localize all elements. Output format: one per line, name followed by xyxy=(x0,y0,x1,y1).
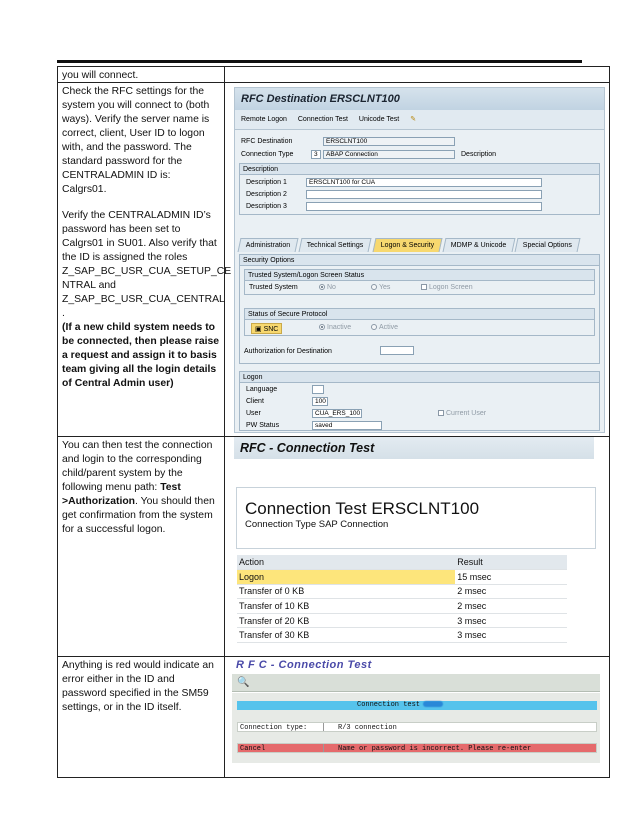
paragraph xyxy=(62,85,220,197)
toolbar xyxy=(235,110,604,130)
group-header: Security Options xyxy=(240,255,599,266)
logon-screen-checkbox[interactable] xyxy=(421,284,473,291)
client-field[interactable]: 100 xyxy=(312,397,328,406)
magnifier-icon[interactable]: 🔍 xyxy=(237,677,250,688)
column-divider xyxy=(323,723,324,731)
pencil-icon[interactable]: ✎ xyxy=(410,116,417,123)
connection-type-code[interactable]: 3 xyxy=(311,150,321,159)
inactive-label: Inactive xyxy=(327,324,352,331)
table-row[interactable] xyxy=(237,613,567,628)
trusted-no-radio[interactable] xyxy=(319,284,336,291)
action-cell: Transfer of 30 KB xyxy=(237,628,455,643)
tab-logon-security[interactable] xyxy=(372,238,442,252)
user-label: User xyxy=(246,410,261,417)
security-options-group xyxy=(239,254,600,364)
action-cell: Transfer of 20 KB xyxy=(237,613,455,628)
description3-field[interactable] xyxy=(306,202,542,211)
snc-inactive-radio[interactable] xyxy=(319,324,351,331)
auth-destination-label: Authorization for Destination xyxy=(244,348,332,355)
connection-type-label: Connection Type xyxy=(241,151,294,158)
connection-test-box xyxy=(236,487,596,549)
connection-test-title: Connection Test ERSCLNT100 xyxy=(245,499,480,518)
current-user-label: Current User xyxy=(446,410,487,417)
trusted-yes-radio[interactable] xyxy=(371,284,390,291)
radio-icon xyxy=(319,324,325,330)
table-row xyxy=(58,82,609,436)
connection-test-header: RFC - Connection Test xyxy=(234,437,594,459)
auth-destination-field[interactable] xyxy=(380,346,414,355)
row-image-cell xyxy=(226,83,609,436)
tab-label: Special Options xyxy=(523,242,573,249)
table-row[interactable] xyxy=(237,599,567,614)
error-result-area xyxy=(232,693,600,763)
tab-label: MDMP & Unicode xyxy=(450,242,507,249)
col-action: Action xyxy=(237,555,455,570)
result-cell: 3 msec xyxy=(455,613,567,628)
result-cell: 3 msec xyxy=(455,628,567,643)
row-text xyxy=(58,437,225,656)
group-header: Status of Secure Protocol xyxy=(245,309,594,320)
error-toolbar xyxy=(232,674,600,692)
test-instructions: You can then test the connection and login to the corresponding child/parent system by the following menu path: xyxy=(62,440,213,493)
screen-title: RFC Destination ERSCLNT100 xyxy=(235,88,604,110)
action-cell: Logon xyxy=(237,570,455,585)
rfc-instructions: Check the RFC settings for the system you will connect to (both ways). Verify the server name is correct, client, User ID to logon with, and the password. The standard password for the CENTRALADMIN ID is: xyxy=(62,86,210,181)
tab-mdmp-unicode[interactable] xyxy=(442,238,514,252)
row-text xyxy=(58,657,225,778)
top-rule xyxy=(57,60,582,63)
error-message: Name or password is incorrect. Please re-enter xyxy=(338,745,532,753)
table-row[interactable] xyxy=(237,628,567,643)
test-instructions-end: . You should then get confirmation from the system for a successful logon. xyxy=(62,496,215,535)
new-child-note: (If a new child system needs to be connected, then please raise a request and assign it to basis team giving all the login details of Central Admin user) xyxy=(62,322,220,389)
col-result: Result xyxy=(455,555,567,570)
trusted-system-group xyxy=(244,269,595,295)
description-group xyxy=(239,163,600,215)
row1-text: you will connect. xyxy=(62,70,139,81)
sap-rfc-destination-screen xyxy=(234,87,605,433)
redacted-mark xyxy=(423,701,443,707)
table-header xyxy=(237,555,567,570)
connection-type-row xyxy=(237,722,597,732)
banner-label: Connection test xyxy=(357,701,421,709)
table-row xyxy=(58,66,609,82)
active-label: Active xyxy=(379,324,399,331)
error-screen-header: R F C - Connection Test xyxy=(236,659,372,671)
row-image-cell xyxy=(226,67,609,82)
row-text xyxy=(58,83,232,436)
password-text: Calgrs01. xyxy=(62,184,107,195)
row-text xyxy=(58,67,225,82)
paragraph xyxy=(62,209,232,391)
radio-icon xyxy=(319,284,325,290)
description3-label: Description 3 xyxy=(246,203,287,210)
logon-screen-label: Logon Screen xyxy=(429,284,473,291)
error-explanation: Anything is red would indicate an error either in the ID and password specified in the SM59 settings, or in the ID itself. xyxy=(62,660,214,713)
snc-active-radio[interactable] xyxy=(371,324,398,331)
connection-type-subtitle: Connection Type SAP Connection xyxy=(245,519,389,530)
client-label: Client xyxy=(246,398,264,405)
result-cell: 2 msec xyxy=(455,584,567,599)
error-row xyxy=(237,743,597,753)
rfc-destination-field[interactable]: ERSCLNT100 xyxy=(323,137,455,146)
cancel-text: Cancel xyxy=(240,745,266,753)
table-row xyxy=(58,436,609,656)
group-header: Trusted System/Logon Screen Status xyxy=(245,270,594,281)
table-row xyxy=(58,656,609,778)
checkbox-icon xyxy=(421,284,427,290)
snc-icon: ▣ xyxy=(255,326,264,333)
unicode-test-button[interactable]: Unicode Test xyxy=(358,116,400,123)
action-cell: Transfer of 0 KB xyxy=(237,584,455,599)
user-field[interactable]: CUA_ERS_100 xyxy=(312,409,362,418)
tab-administration[interactable] xyxy=(238,238,299,252)
tab-special-options[interactable] xyxy=(515,238,581,252)
group-header: Logon xyxy=(240,372,599,383)
tab-strip xyxy=(239,238,580,254)
table-row[interactable] xyxy=(237,584,567,599)
result-cell: 2 msec xyxy=(455,599,567,614)
secure-protocol-group xyxy=(244,308,595,336)
pw-status-field: saved xyxy=(312,421,382,430)
checkbox-icon xyxy=(438,410,444,416)
tab-technical-settings[interactable] xyxy=(299,238,372,252)
conn-type-label: Connection type: xyxy=(240,724,308,732)
language-label: Language xyxy=(246,386,278,393)
description2-label: Description 2 xyxy=(246,191,287,198)
trusted-system-label: Trusted System xyxy=(249,284,298,291)
language-field[interactable] xyxy=(312,385,324,394)
radio-icon xyxy=(371,284,377,290)
no-label: No xyxy=(327,284,336,291)
description-label: Description xyxy=(461,151,497,158)
tab-label: Technical Settings xyxy=(307,242,364,249)
connection-test-table xyxy=(237,555,567,643)
tab-label: Administration xyxy=(245,242,291,249)
result-cell: 15 msec xyxy=(455,570,567,585)
remote-logon-button[interactable]: Remote Logon xyxy=(241,116,287,123)
action-cell: Transfer of 10 KB xyxy=(237,599,455,614)
conn-type-value: R/3 connection xyxy=(338,724,397,732)
connection-test-banner xyxy=(237,701,597,710)
table-row[interactable] xyxy=(237,570,567,585)
instruction-table xyxy=(57,66,610,778)
row-image-cell xyxy=(226,437,609,656)
pw-status-label: PW Status xyxy=(246,422,280,429)
logon-group xyxy=(239,371,600,431)
column-divider xyxy=(323,744,324,752)
tab-label: Logon & Security xyxy=(380,242,434,249)
snc-button[interactable] xyxy=(251,323,282,334)
yes-label: Yes xyxy=(379,284,391,291)
snc-label: SNC xyxy=(263,326,279,333)
row-image-cell xyxy=(226,657,609,778)
description2-field[interactable] xyxy=(306,190,542,199)
description1-label: Description 1 xyxy=(246,179,287,186)
menu-path: Test >Authorization xyxy=(62,482,181,507)
connection-test-button[interactable]: Connection Test xyxy=(297,116,348,123)
radio-icon xyxy=(371,324,377,330)
connection-type-field: ABAP Connection xyxy=(323,150,455,159)
description1-field[interactable]: ERSCLNT100 for CUA xyxy=(306,178,542,187)
rfc-destination-label: RFC Destination xyxy=(241,138,293,145)
group-header: Description xyxy=(240,164,599,175)
roles-instructions: Verify the CENTRALADMIN ID’s password has been set to Calgrs01 in SU01. Also verify that the ID is assigned the roles Z_SAP_BC_USR_CUA_SETUP_CE NTRAL and Z_SAP_BC_USR_CUA_CENTRAL xyxy=(62,210,232,305)
period: . xyxy=(62,308,65,319)
current-user-checkbox[interactable] xyxy=(438,410,486,417)
